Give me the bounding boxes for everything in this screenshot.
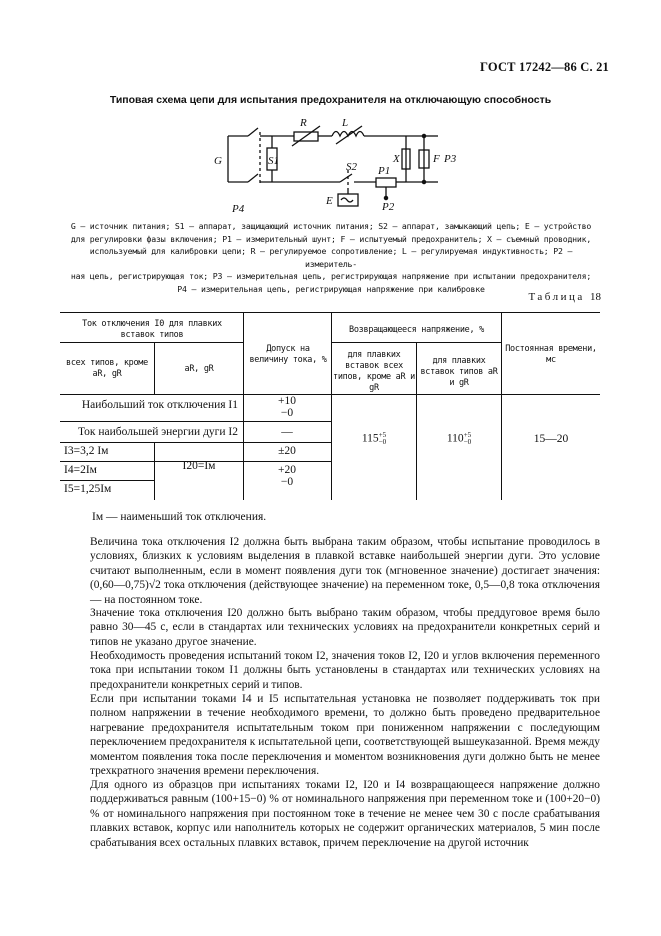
label-s1: S1 [268,155,279,167]
tolerance-i4-plus: +20 [278,464,296,476]
paragraph-4: Если при испытании токами I4 и I5 испытательная установка не позволяет поддерживать ток при полном напряжении в течение необходимого времени, то должно быть проведено предварительное нагревание предохранителя испытательным током при пониженном напряжении с последующим переключением предохранителя к испытательной цепи, соответствующей вышеуказанной. Время между моментом появления тока после переключения и моментом возникновения дуги должно быть не менее трехкратного значения времени переключения. [90,693,600,778]
label-p3: P3 [444,153,457,165]
label-g: G [214,155,222,167]
table-18 [60,312,600,500]
paragraph-3: Необходимость проведения испытаний током I2, значения токов I2, I20 и углов включения переменного тока при испытании током I1 должны быть установлены в стандартах или технических условиях на предохранители конкретных серий и типов. [90,650,600,691]
table-footnote: Iм — наименьший ток отключения. [92,511,267,523]
paragraph-2: Значение тока отключения I20 должно быть выбрано таким образом, чтобы преддуговое время было равно 30—45 с, если в стандартах или технических условиях на предохранители конкретных серий и типов не указано другое значение. [90,607,600,648]
diagram-legend [62,220,600,296]
label-p1: P1 [378,165,391,177]
legend-line: используемый для калибровки цепи; R — регулируемое сопротивление; L — регулируемая индуктивность; P2 — измеритель- [89,246,573,269]
row-label-i3: I3=3,2 Iм [64,445,109,457]
legend-line: для регулировки фазы включения; P1 — измерительный шунт; F — испытуемый предохранитель; X — съемный проводник, [70,233,592,244]
table-caption [528,291,601,303]
recovery-argr-value: 110 +5 −0 [446,431,472,446]
label-e: E [326,195,333,207]
label-f: F [433,153,440,165]
tolerance-i1-minus: −0 [280,407,294,419]
label-p4: P4 [232,203,245,215]
row-label-i5: I5=1,25Iм [64,483,112,495]
paragraph-5: Для одного из образцов при испытаниях токами I2, I20 и I4 возвращающееся напряжение должно поддерживаться равным (100+15−0) % от номинального напряжения при переменном токе и (100+20−0) % от номинального напряжения при постоянном токе в течение не менее чем 30 с после срабатывания плавких вставок, корпус или наполнитель которых не содержит органических материалов, 5 мин после срабатывания всех остальных плавких вставок, причем переключение на другой источник [90,779,600,849]
page-header: ГОСТ 17242—86 С. 21 [480,60,609,74]
header-recovery-all: для плавких вставок всех типов, кроме aR и gR [333,350,415,393]
header-recovery-argr: для плавких вставок типов aR и gR [420,356,498,388]
circuit-schematic [200,112,470,220]
tolerance-i4-minus: −0 [280,476,294,488]
row-label-i2: Ток наибольшей энергии дуги I2 [78,426,238,438]
header-ar-gr: aR, gR [184,364,214,374]
row-label-i1: Наибольший ток отключения I1 [81,399,238,411]
row-label-i4: I4=2Iм [64,464,97,476]
tolerance-i3: ±20 [278,445,296,457]
tolerance-i1-plus: +10 [278,395,296,407]
legend-line: ная цепь, регистрирующая ток; P3 — измерительная цепь, регистрирующая напряжение при испытании предохранителя; [70,271,592,282]
recovery-all-value: 115 +5 −0 [361,431,387,446]
header-current-group: Ток отключения I0 для плавких вставок типов [82,319,222,340]
tolerance-i2: — [281,426,293,438]
header-tolerance: Допуск на величину тока, % [249,344,327,365]
header-recovery-group: Возвращающееся напряжение, % [349,325,484,335]
table-caption-number: 18 [590,291,601,303]
label-s2: S2 [346,161,357,173]
header-all-types: всех типов, кроме aR, gR [66,358,148,379]
legend-line: P4 — измерительная цепь, регистрирующая напряжение при калибровке [177,283,485,294]
legend-line: G — источник питания; S1 — аппарат, защищающий источник питания; S2 — аппарат, замыкающий цепь; E — устройство [70,221,592,231]
label-l: L [342,117,349,129]
argr-current-value: I20=Iм [182,460,216,472]
paragraph-1: Величина тока отключения I2 должна быть выбрана таким образом, чтобы испытание проводилось в условиях, близких к условиям выделения в плавкой вставке наибольшей энергии дуги. Это условие считают выполненным, если в момент появления дуги ток (мгновенное значение) достигает значения: (0,60—0,75)√2 тока отключения (действующее значение) на переменном токе, 0,5—0,8 тока отключения — на постоянном токе. [90,536,600,606]
label-p2: P2 [382,201,395,213]
time-const-value: 15—20 [533,433,569,445]
label-r: R [300,117,307,129]
label-x: X [393,153,400,165]
table-caption-word: Таблица [528,291,585,303]
header-time-const: Постоянная времени, мс [505,344,597,365]
diagram-title: Типовая схема цепи для испытания предохранителя на отключающую способность [109,94,552,106]
